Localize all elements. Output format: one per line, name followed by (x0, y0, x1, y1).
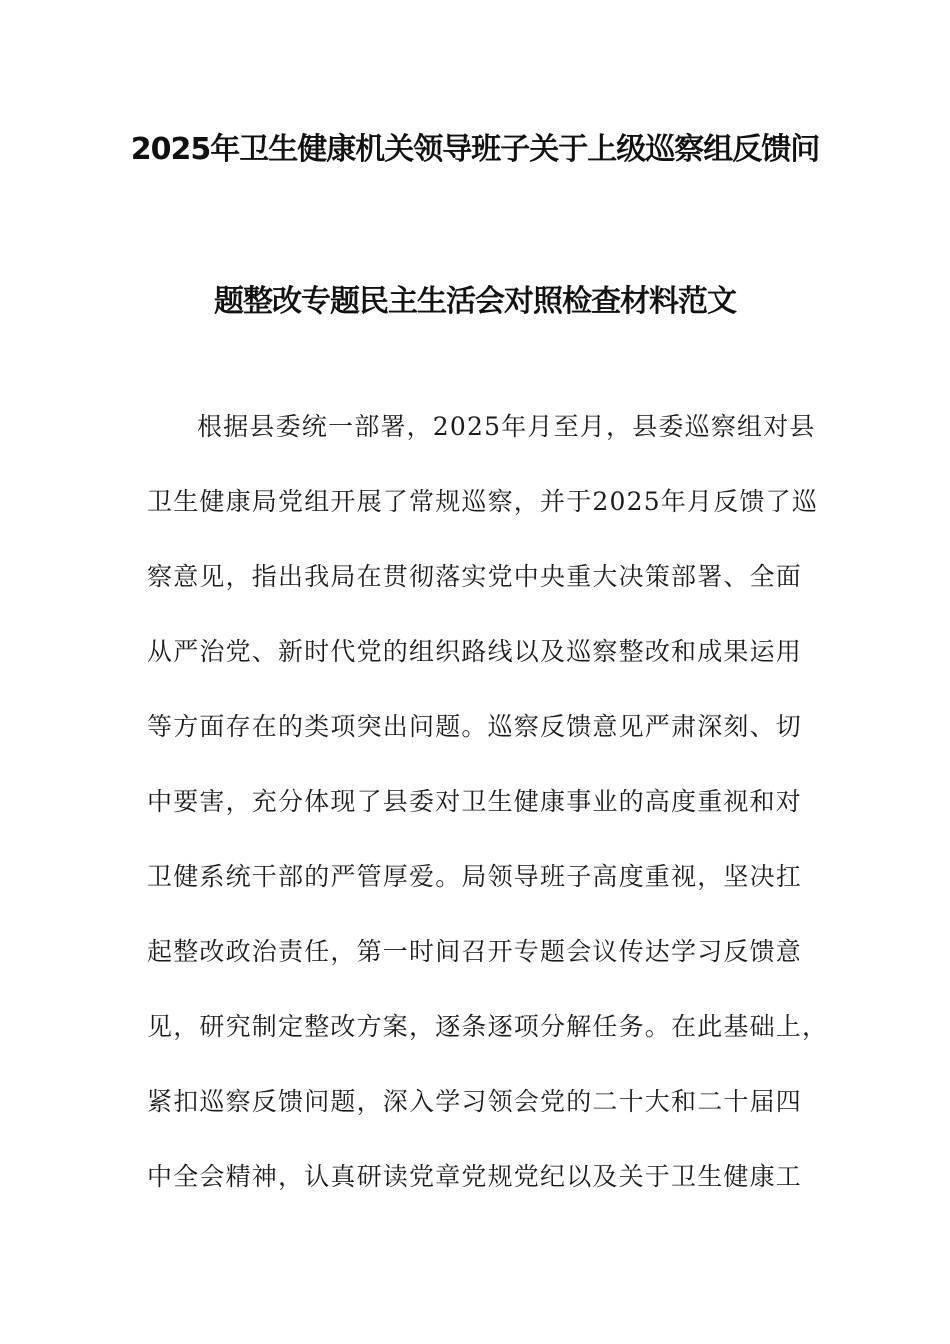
body-line-1: 根据县委统一部署，2025年月至月，县委巡察组对县 (197, 412, 816, 441)
body-line-3: 察意见，指出我局在贯彻落实党中央重大决策部署、全面 (147, 562, 803, 591)
body-line-11: 中全会精神，认真研读党章党规党纪以及关于卫生健康工 (147, 1162, 803, 1191)
body-line-6: 中要害，充分体现了县委对卫生健康事业的高度重视和对 (147, 787, 803, 816)
body-line-4: 从严治党、新时代党的组织路线以及巡察整改和成果运用 (147, 637, 803, 666)
body-line-8: 起整改政治责任，第一时间召开专题会议传达学习反馈意 (147, 937, 803, 966)
body-line-7: 卫健系统干部的严管厚爱。局领导班子高度重视，坚决扛 (147, 862, 803, 891)
body-line-10: 紧扣巡察反馈问题，深入学习领会党的二十大和二十届四 (147, 1087, 803, 1116)
body-line-2: 卫生健康局党组开展了常规巡察，并于2025年月反馈了巡 (147, 487, 819, 516)
document-title-line-1: 2025年卫生健康机关领导班子关于上级巡察组反馈问 (130, 132, 820, 167)
body-line-5: 等方面存在的类项突出问题。巡察反馈意见严肃深刻、切 (147, 712, 803, 741)
body-line-9: 见，研究制定整改方案，逐条逐项分解任务。在此基础上， (147, 1012, 829, 1041)
document-title-line-2: 题整改专题民主生活会对照检查材料范文 (214, 284, 736, 319)
